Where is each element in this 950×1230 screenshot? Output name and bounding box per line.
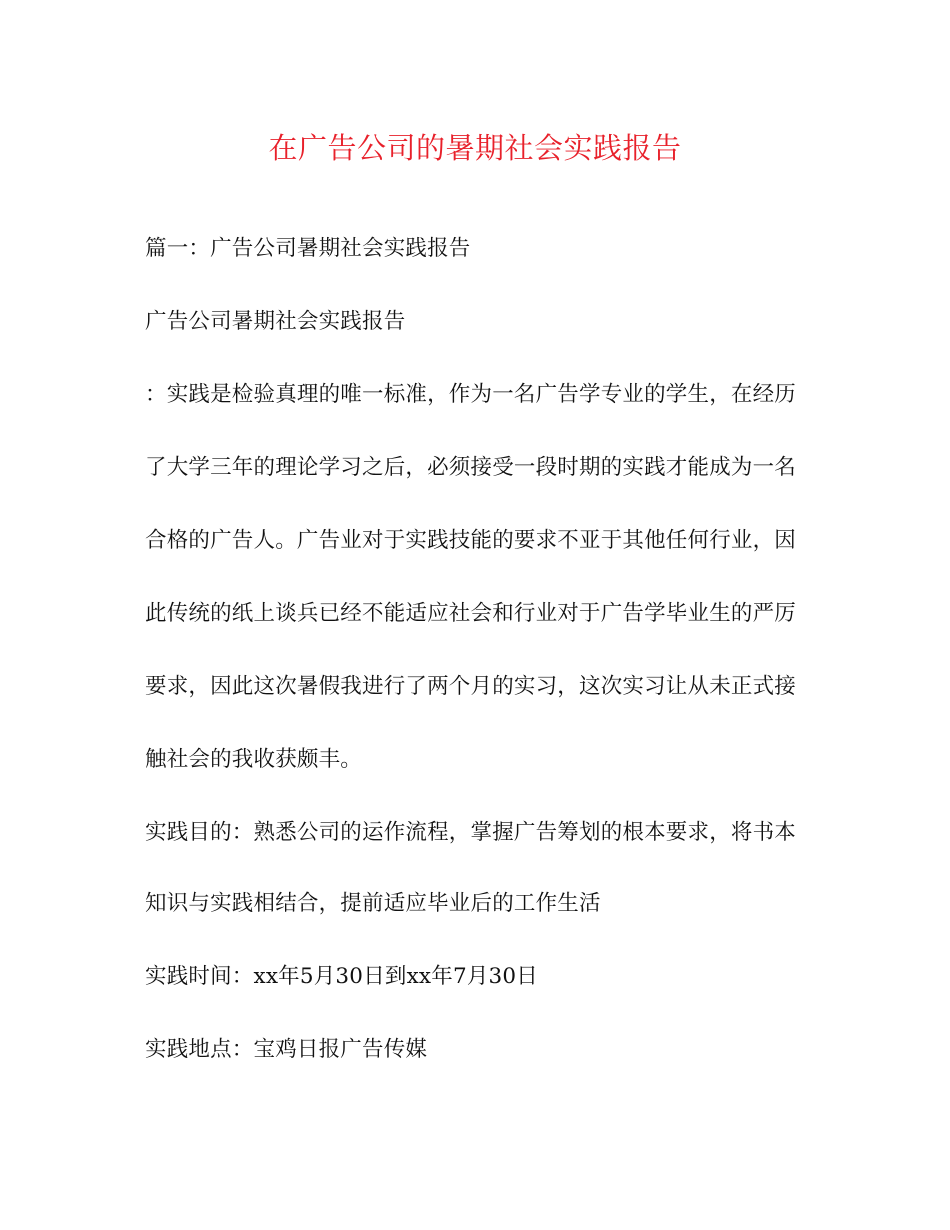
report-subtitle: 广告公司暑期社会实践报告 bbox=[145, 309, 406, 334]
body-text-line: 此传统的纸上谈兵已经不能适应社会和行业对于广告学毕业生的严厉 bbox=[145, 601, 797, 626]
body-text-line: 了大学三年的理论学习之后，必须接受一段时期的实践才能成为一名 bbox=[145, 455, 797, 480]
body-text-line: 要求，因此这次暑假我进行了两个月的实习，这次实习让从未正式接 bbox=[145, 674, 797, 699]
practice-time: 实践时间：xx年5月30日到xx年7月30日 bbox=[145, 964, 538, 989]
section-heading: 篇一：广告公司暑期社会实践报告 bbox=[145, 236, 471, 261]
document-title: 在广告公司的暑期社会实践报告 bbox=[268, 131, 682, 165]
body-text-line: ：实践是检验真理的唯一标准，作为一名广告学专业的学生，在经历 bbox=[145, 382, 797, 407]
practice-purpose-continued: 知识与实践相结合，提前适应毕业后的工作生活 bbox=[145, 891, 601, 916]
practice-purpose: 实践目的：熟悉公司的运作流程，掌握广告筹划的根本要求，将书本 bbox=[145, 820, 797, 845]
practice-location: 实践地点：宝鸡日报广告传媒 bbox=[145, 1037, 428, 1062]
body-text-line: 合格的广告人。广告业对于实践技能的要求不亚于其他任何行业，因 bbox=[145, 528, 797, 553]
body-text-line: 触社会的我收获颇丰。 bbox=[145, 747, 363, 772]
